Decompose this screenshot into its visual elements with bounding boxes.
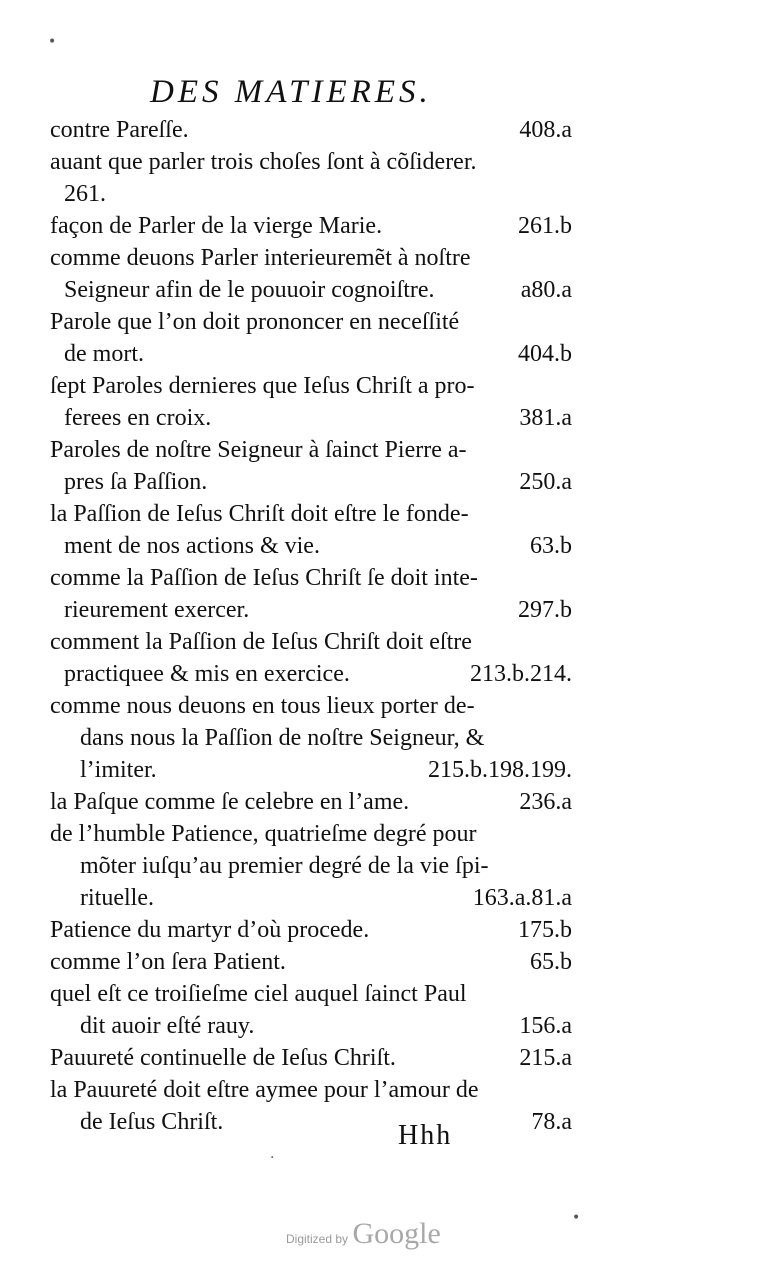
page-speck: • bbox=[48, 34, 57, 50]
index-line bbox=[64, 530, 572, 562]
entry-text: la Paſque comme ſe celebre en l’ame. bbox=[50, 789, 410, 815]
entry-page-ref: 408.a bbox=[519, 117, 572, 143]
index-line bbox=[80, 882, 572, 914]
index-line bbox=[50, 306, 572, 338]
index-line bbox=[80, 1106, 572, 1138]
entry-page-ref: 381.a bbox=[519, 405, 572, 431]
entry-page-ref: 78.a bbox=[531, 1109, 572, 1135]
entry-text: ment de nos actions & vie. bbox=[64, 533, 320, 559]
entry-text: Patience du martyr d’où procede. bbox=[50, 917, 370, 943]
entry-text: façon de Parler de la vierge Marie. bbox=[50, 213, 383, 239]
index-line bbox=[50, 1042, 572, 1074]
entry-page-ref: 215.b.198.199. bbox=[428, 757, 572, 783]
entry-page-ref: 65.b bbox=[530, 949, 572, 975]
entry-page-ref: 213.b.214. bbox=[470, 661, 572, 687]
digitized-prefix: Digitized by bbox=[286, 1232, 349, 1246]
index-line bbox=[50, 978, 572, 1010]
entry-text: de Ieſus Chriſt. bbox=[80, 1109, 224, 1135]
entry-page-ref: 297.b bbox=[518, 597, 572, 623]
index-line bbox=[50, 114, 572, 146]
page-header: DES MATIERES. bbox=[150, 74, 432, 110]
entry-page-ref: 156.a bbox=[519, 1013, 572, 1039]
index-line bbox=[50, 786, 572, 818]
entry-text: comme deuons Parler interieuremẽt à noſtre bbox=[50, 245, 471, 271]
index-line bbox=[50, 370, 572, 402]
entry-text: pres ſa Paſſion. bbox=[64, 469, 208, 495]
entry-page-ref: 215.a bbox=[519, 1045, 572, 1071]
index-line bbox=[50, 210, 572, 242]
index-line bbox=[50, 626, 572, 658]
entry-text: Parole que l’on doit prononcer en neceſſité bbox=[50, 309, 460, 335]
entry-text: quel eſt ce troiſieſme ciel auquel ſainct Paul bbox=[50, 981, 467, 1007]
entry-text: l’imiter. bbox=[80, 757, 157, 783]
index-line bbox=[50, 562, 572, 594]
signature-mark: Hhh bbox=[398, 1120, 453, 1151]
entry-text: Pauureté continuelle de Ieſus Chriſt. bbox=[50, 1045, 396, 1071]
entry-text: dans nous la Paſſion de noſtre Seigneur, & bbox=[80, 725, 485, 751]
entry-text: de l’humble Patience, quatrieſme degré pour bbox=[50, 821, 477, 847]
entry-text: rieurement exercer. bbox=[64, 597, 250, 623]
entry-page-ref: 236.a bbox=[519, 789, 572, 815]
entry-text: Seigneur afin de le pouuoir cognoiſtre. bbox=[64, 277, 435, 303]
index-line bbox=[64, 466, 572, 498]
entry-page-ref: 163.a.81.a bbox=[472, 885, 572, 911]
index-line bbox=[50, 146, 572, 178]
google-logo: Google bbox=[352, 1217, 441, 1250]
entry-text: mõter iuſqu’au premier degré de la vie ſpi- bbox=[80, 853, 489, 879]
entry-text: de mort. bbox=[64, 341, 144, 367]
entry-page-ref: 175.b bbox=[518, 917, 572, 943]
index-line bbox=[50, 818, 572, 850]
entry-text: auant que parler trois choſes ſont à cõſiderer. bbox=[50, 149, 477, 175]
index-line bbox=[64, 402, 572, 434]
entry-page-ref: a80.a bbox=[520, 277, 572, 303]
index-line bbox=[50, 1074, 572, 1106]
entry-text: comme l’on ſera Patient. bbox=[50, 949, 286, 975]
index-line bbox=[50, 914, 572, 946]
index-line bbox=[50, 498, 572, 530]
index-line bbox=[50, 690, 572, 722]
index-line bbox=[64, 274, 572, 306]
entry-text: dit auoir eſté rauy. bbox=[80, 1013, 255, 1039]
index-line bbox=[80, 722, 572, 754]
digitized-by-watermark bbox=[286, 1214, 441, 1254]
index-line bbox=[50, 946, 572, 978]
entry-page-ref: 63.b bbox=[530, 533, 572, 559]
index-line bbox=[64, 338, 572, 370]
entry-text: comme la Paſſion de Ieſus Chriſt ſe doit inte- bbox=[50, 565, 478, 591]
index-line bbox=[64, 658, 572, 690]
index-line bbox=[50, 434, 572, 466]
entry-page-ref: 261.b bbox=[518, 213, 572, 239]
entry-text: la Pauureté doit eſtre aymee pour l’amour de bbox=[50, 1077, 479, 1103]
index-line bbox=[80, 754, 572, 786]
entry-text: ſept Paroles dernieres que Ieſus Chriſt a pro- bbox=[50, 373, 475, 399]
entry-page-ref: 250.a bbox=[519, 469, 572, 495]
entry-text: la Paſſion de Ieſus Chriſt doit eſtre le fonde- bbox=[50, 501, 469, 527]
index-line bbox=[80, 850, 572, 882]
entry-text: rituelle. bbox=[80, 885, 154, 911]
index-line bbox=[64, 594, 572, 626]
entry-text: comme nous deuons en tous lieux porter de- bbox=[50, 693, 475, 719]
entry-page-ref: 404.b bbox=[518, 341, 572, 367]
entry-text: 261. bbox=[64, 181, 106, 207]
entry-text: comment la Paſſion de Ieſus Chriſt doit eſtre bbox=[50, 629, 472, 655]
entry-text: ferees en croix. bbox=[64, 405, 212, 431]
index-line bbox=[50, 242, 572, 274]
page-speck: · bbox=[270, 1150, 275, 1166]
entry-text: Paroles de noſtre Seigneur à ſainct Pierre a- bbox=[50, 437, 467, 463]
index-line bbox=[64, 178, 572, 210]
page-speck: • bbox=[572, 1210, 581, 1226]
entry-text: contre Pareſſe. bbox=[50, 117, 189, 143]
index-line bbox=[80, 1010, 572, 1042]
entry-text: practiquee & mis en exercice. bbox=[64, 661, 350, 687]
